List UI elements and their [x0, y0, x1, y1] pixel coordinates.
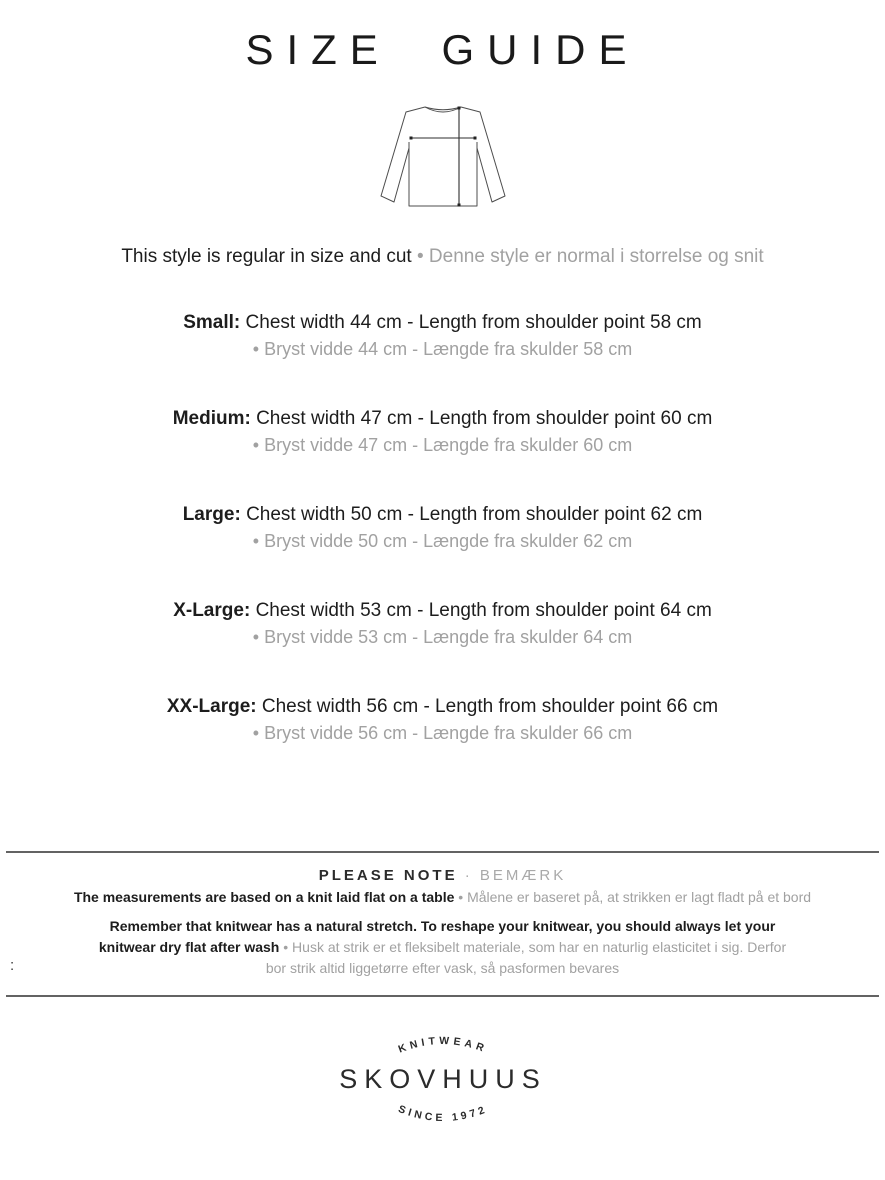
logo-since-text: SINCE 1972 — [396, 1103, 489, 1125]
size-line-en — [0, 502, 885, 528]
size-label: Small: — [183, 312, 241, 333]
sweater-outline — [381, 107, 505, 206]
style-note-en: This style is regular in size and cut — [121, 246, 412, 267]
size-line-en — [0, 694, 885, 720]
size-label: Large: — [182, 504, 241, 525]
size-text-da: • Bryst vidde 47 cm - Længde fra skulder 60 cm — [252, 435, 633, 455]
size-row — [0, 406, 885, 458]
size-text-da: • Bryst vidde 44 cm - Længde fra skulder 58 cm — [252, 339, 633, 359]
page-title: SIZE GUIDE — [245, 26, 640, 73]
note-stretch-da: • Husk at strik er et fleksibelt materiale, som har en naturlig elasticitet i sig. Derfor bor strik altid liggetørre efter vask, så pasformen bevares — [265, 939, 787, 976]
size-text-da: • Bryst vidde 50 cm - Længde fra skulder 62 cm — [252, 531, 633, 551]
size-line-en — [0, 310, 885, 336]
size-text-en: Chest width 50 cm - Length from shoulder point 62 cm — [246, 504, 703, 525]
stray-colon: : — [10, 957, 15, 974]
size-row — [0, 310, 885, 362]
size-text-en: Chest width 44 cm - Length from shoulder point 58 cm — [245, 312, 702, 333]
divider-top — [6, 851, 879, 853]
size-text-en: Chest width 47 cm - Length from shoulder point 60 cm — [256, 408, 713, 429]
size-row — [0, 502, 885, 554]
size-list — [0, 310, 885, 746]
note-stretch-en: Remember that knitwear has a natural stretch. To reshape your knitwear, you should always let your knitwear dry flat after wash — [98, 918, 776, 955]
note-measurements — [0, 888, 885, 906]
logo-knitwear-text: KNITWEAR — [396, 1034, 489, 1056]
size-text-da: • Bryst vidde 53 cm - Længde fra skulder 64 cm — [252, 627, 633, 647]
divider-bottom — [6, 995, 879, 997]
svg-text:SINCE 1972 — [396, 1103, 489, 1124]
style-note — [0, 244, 885, 270]
size-label: XX-Large: — [166, 696, 257, 717]
size-line-en — [0, 598, 885, 624]
note-measurements-da: • Målene er baseret på, at strikken er lagt fladt på et bord — [458, 889, 812, 905]
note-heading-en: PLEASE NOTE — [318, 867, 458, 884]
brand-logo — [323, 1009, 563, 1137]
note-stretch — [93, 916, 793, 979]
size-text-en: Chest width 53 cm - Length from shoulder point 64 cm — [255, 600, 712, 621]
size-row — [0, 598, 885, 650]
svg-text:KNITWEAR — [396, 1035, 489, 1056]
note-heading — [0, 867, 885, 884]
sweater-diagram — [373, 98, 513, 218]
measure-endpoints — [409, 107, 476, 207]
note-measurements-en: The measurements are based on a knit laid flat on a table — [73, 889, 455, 905]
size-label: Medium: — [172, 408, 251, 429]
size-label: X-Large: — [173, 600, 251, 621]
size-row — [0, 694, 885, 746]
size-text-en: Chest width 56 cm - Length from shoulder point 66 cm — [261, 696, 719, 717]
style-note-da: • Denne style er normal i storrelse og snit — [417, 246, 764, 267]
logo-name: SKOVHUUS — [338, 1064, 547, 1094]
size-text-da: • Bryst vidde 56 cm - Længde fra skulder 66 cm — [252, 723, 633, 743]
note-heading-da: · BEMÆRK — [464, 867, 567, 884]
size-line-en — [0, 406, 885, 432]
